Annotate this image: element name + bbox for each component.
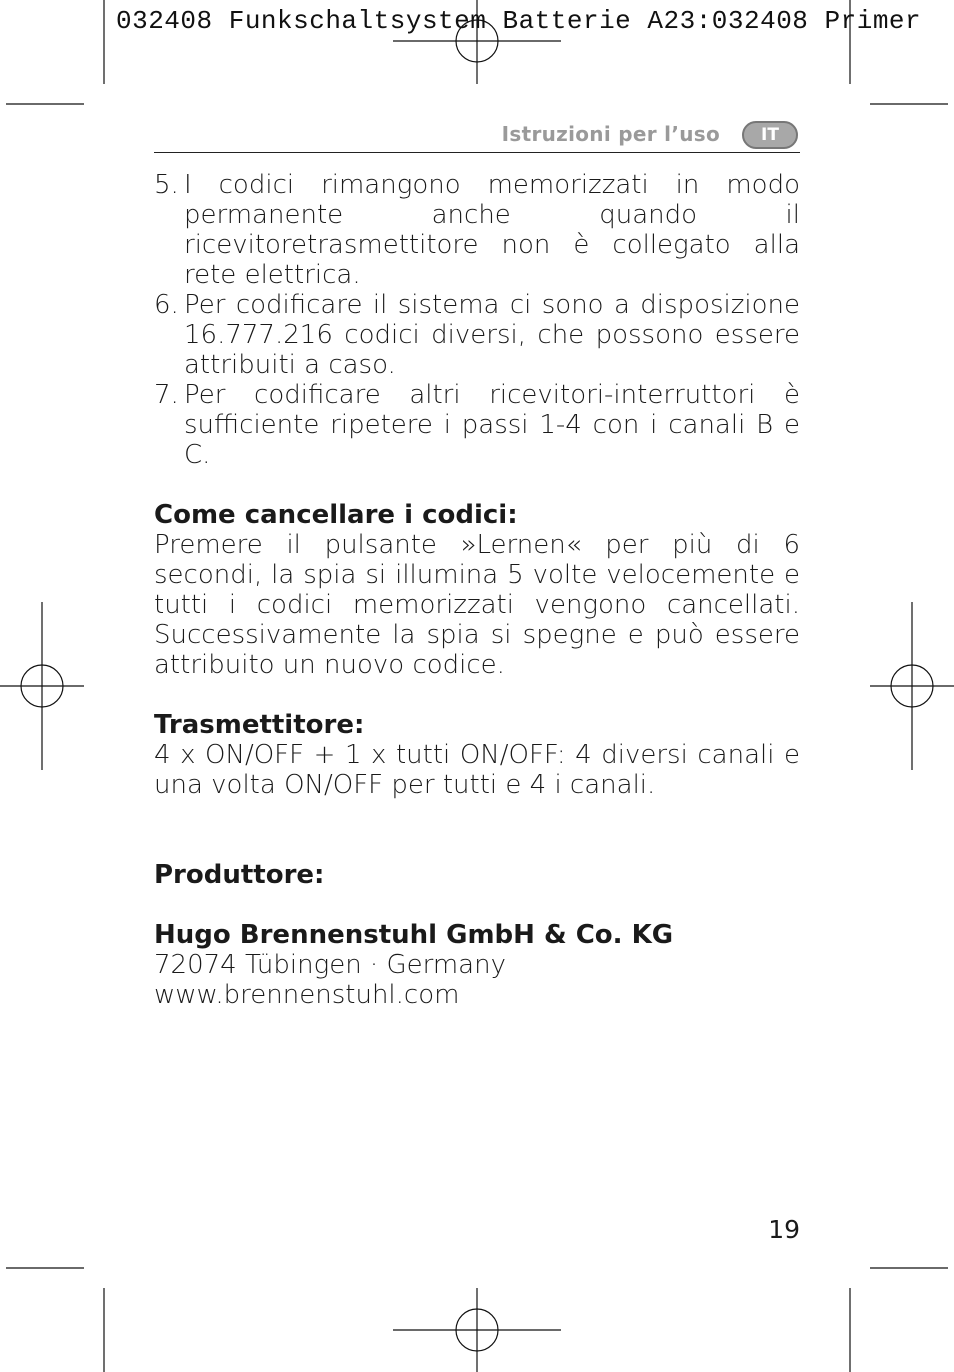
page-number: 19 xyxy=(768,1215,800,1244)
list-item xyxy=(154,170,800,290)
delete-codes-text: Premere il pulsante »Lernen« per più di 6 secondi, la spia si illumina 5 volte velocemente e tutti i codici memorizzati vengono cancellati. Successivamente la spia si spegne e può essere attribuito un nuovo codice. xyxy=(154,530,800,680)
list-item-text: Per codificare altri ricevitori-interruttori è sufficiente ripetere i passi 1-4 con i canali B e C. xyxy=(184,380,800,470)
instruction-list xyxy=(154,170,800,470)
transmitter-text: 4 x ON/OFF + 1 x tutti ON/OFF: 4 diversi canali e una volta ON/OFF per tutti e 4 i canali. xyxy=(154,740,800,800)
company-name: Hugo Brennenstuhl GmbH & Co. KG xyxy=(154,920,674,950)
header-divider xyxy=(154,152,800,153)
list-item xyxy=(154,380,800,470)
list-item-number: 6. xyxy=(154,290,179,320)
list-item-number: 7. xyxy=(154,380,179,410)
page-content xyxy=(154,170,800,1010)
company-website: www.brennenstuhl.com xyxy=(154,980,460,1010)
company-address: 72074 Tübingen · Germany xyxy=(154,950,506,980)
list-item-text: Per codificare il sistema ci sono a disposizione 16.777.216 codici diversi, che possono essere attribuiti a caso. xyxy=(184,290,800,380)
language-badge: IT xyxy=(742,121,798,149)
list-item-number: 5. xyxy=(154,170,179,200)
delete-codes-heading: Come cancellare i codici: xyxy=(154,500,518,530)
producer-heading: Produttore: xyxy=(154,860,325,890)
print-slug: 032408 Funkschaltsystem Batterie A23:032408 Primer xyxy=(116,6,922,36)
list-item-text: I codici rimangono memorizzati in modo permanente anche quando il ricevitoretrasmettitore non è collegato alla rete elettrica. xyxy=(184,170,800,290)
page-header-title: Istruzioni per l’uso xyxy=(501,122,720,146)
list-item xyxy=(154,290,800,380)
transmitter-heading: Trasmettitore: xyxy=(154,710,365,740)
